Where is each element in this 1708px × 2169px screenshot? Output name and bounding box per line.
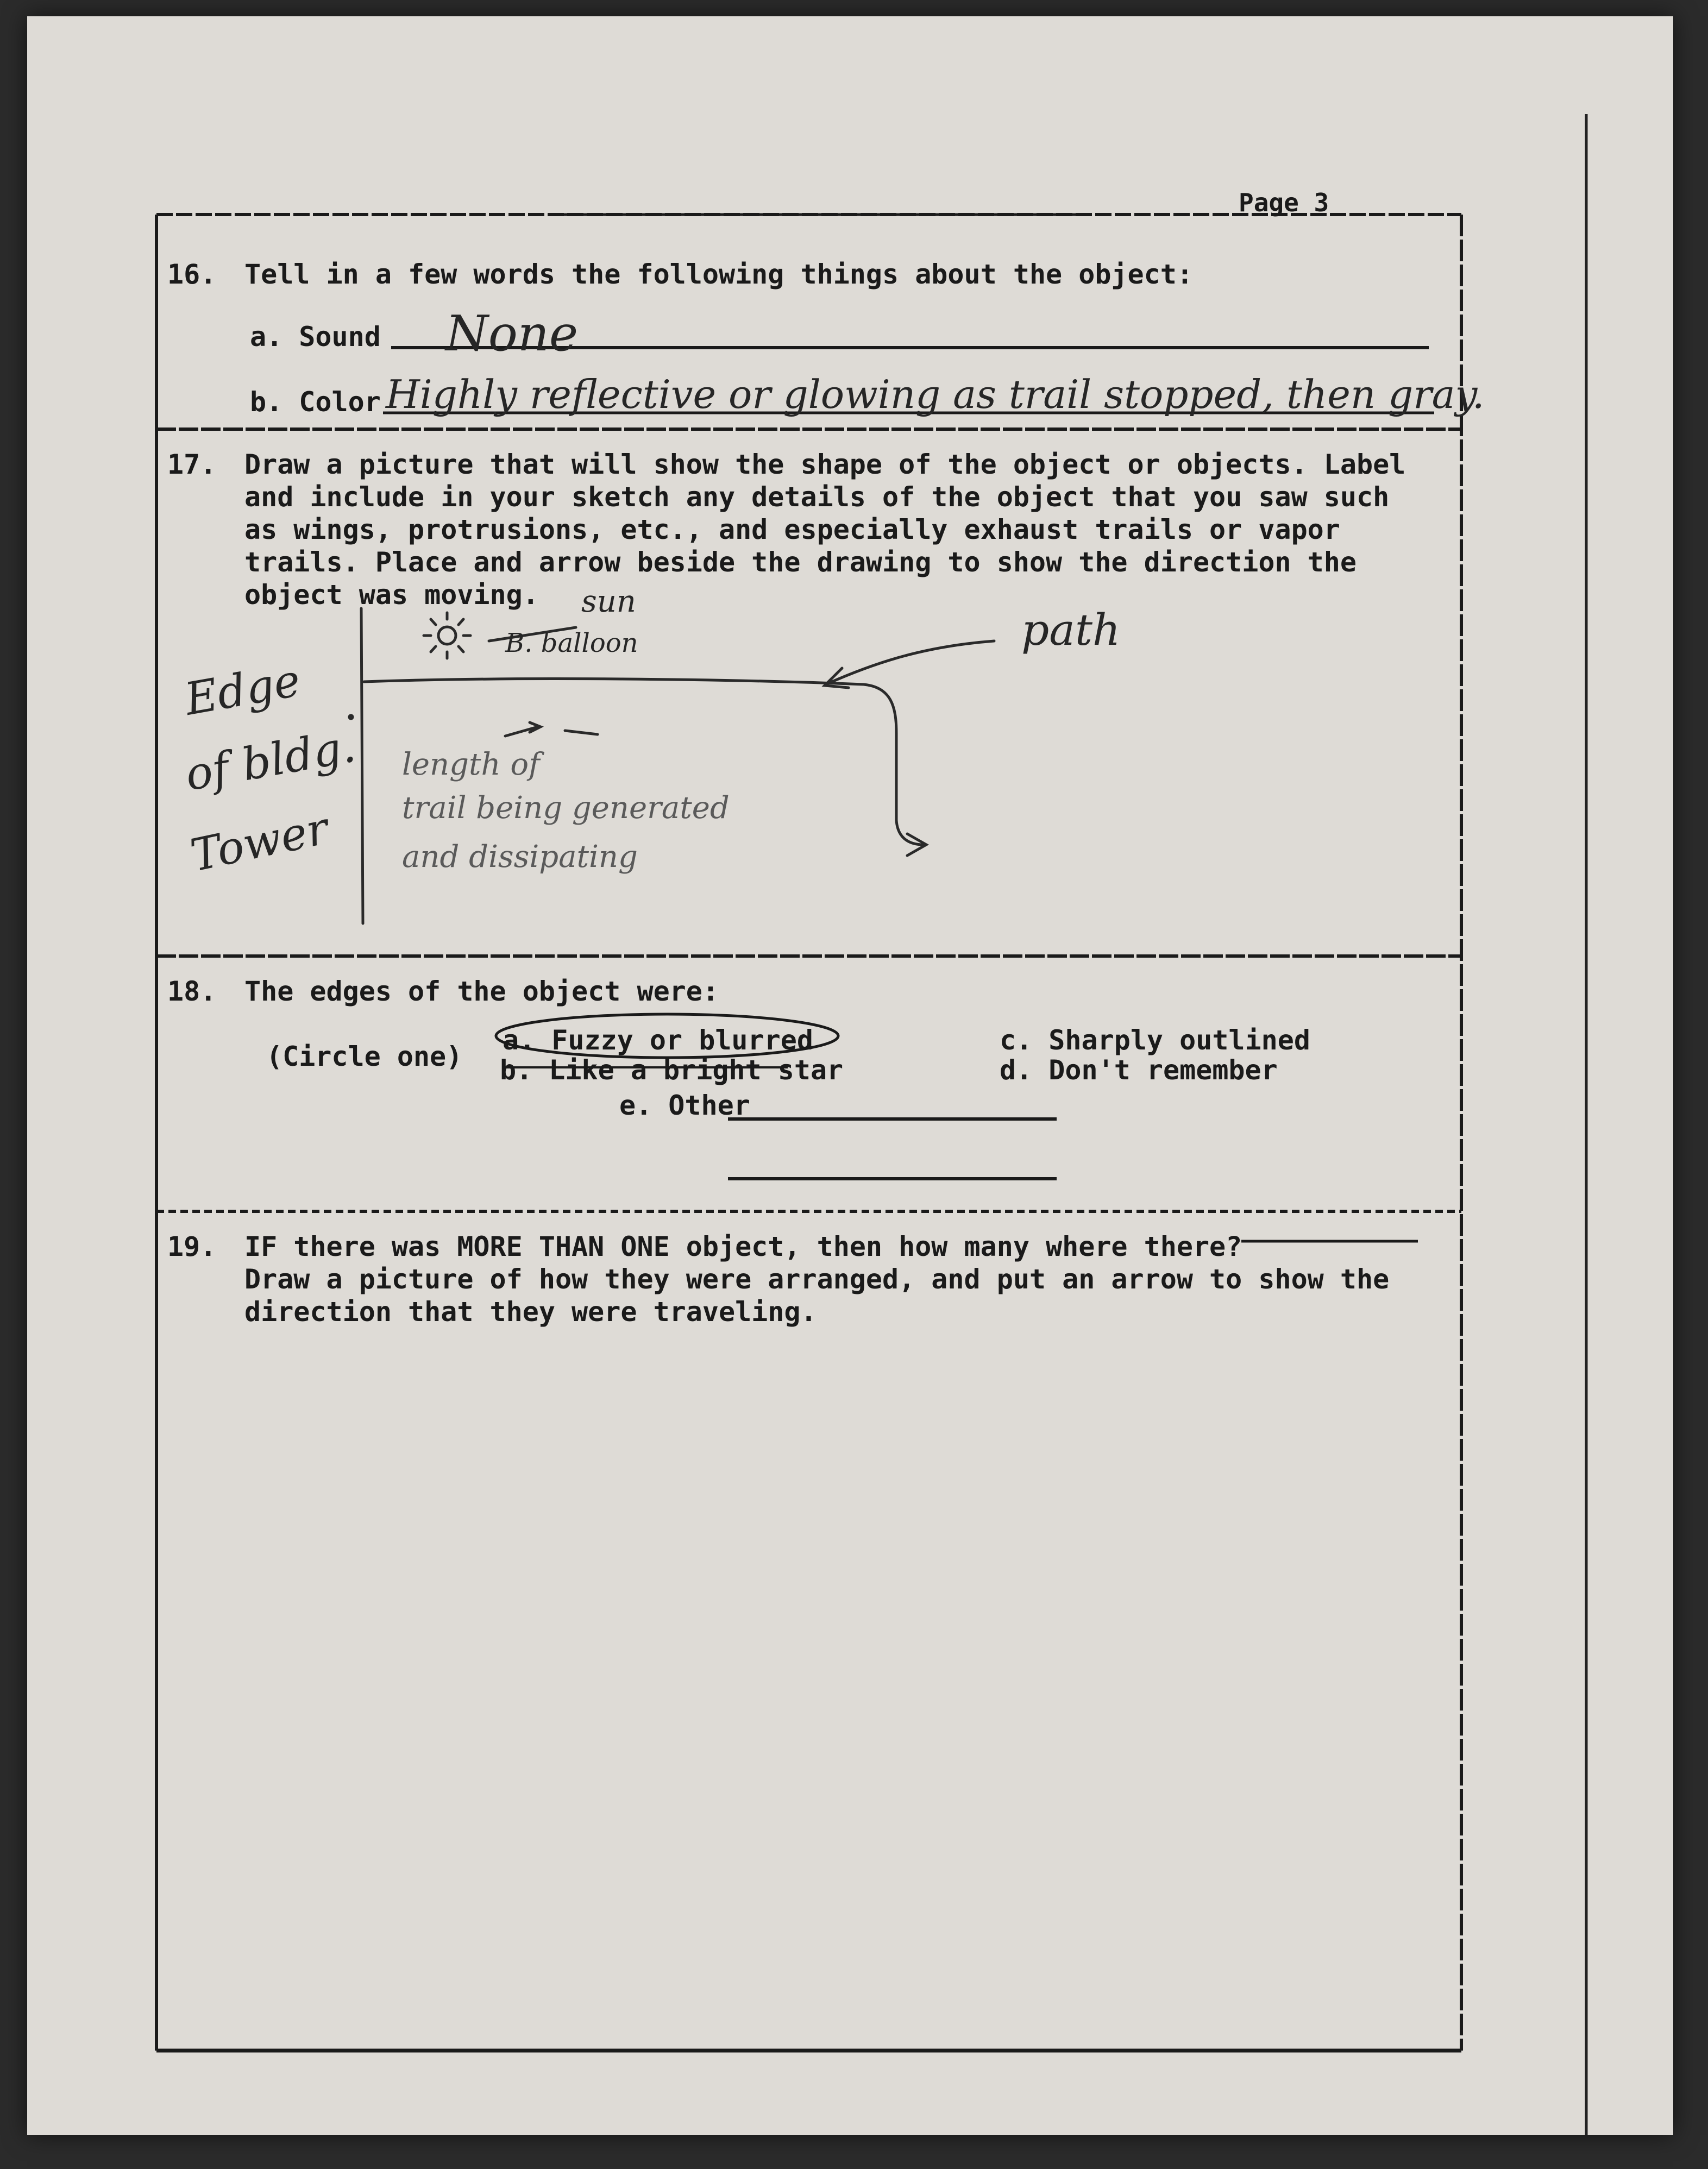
q17-number: 17. (167, 449, 217, 480)
q18-option-b[interactable]: b. Like a bright star (500, 1054, 844, 1086)
document-page (27, 16, 1673, 2135)
q17-prompt-line: and include in your sketch any details of the object that you saw such (244, 481, 1390, 513)
q18-option-a[interactable]: a. Fuzzy or blurred (503, 1024, 813, 1056)
sketch-label-trail: trail being generated (402, 790, 730, 826)
page-number: Page 3 (1239, 188, 1329, 217)
q16-color-label: b. Color (250, 386, 381, 418)
q17-prompt-line: trails. Place and arrow beside the drawing to show the direction the (244, 546, 1357, 578)
q18-prompt: The edges of the object were: (244, 976, 719, 1007)
sketch-label-trail: length of (402, 747, 540, 782)
q17-prompt-line: object was moving. (244, 579, 539, 611)
sketch-label-balloon: B. balloon (505, 628, 638, 658)
q18-option-d[interactable]: d. Don't remember (1000, 1054, 1278, 1086)
q18-number: 18. (167, 976, 217, 1007)
q19-prompt-line: IF there was MORE THAN ONE object, then how many where there? (244, 1231, 1242, 1262)
q16-sound-answer: None (445, 305, 579, 362)
q17-prompt-line: Draw a picture that will show the shape of the object or objects. Label (244, 449, 1406, 480)
q19-prompt-line: direction that they were traveling. (244, 1296, 817, 1328)
q16-number: 16. (167, 259, 217, 290)
sketch-label-edge: of bldg. (181, 720, 360, 801)
sketch-label-path: path (1021, 605, 1121, 655)
sketch-label-edge: Edge (181, 655, 304, 726)
q18-option-e[interactable]: e. Other (619, 1090, 750, 1121)
q18-circle-one: (Circle one) (266, 1041, 463, 1072)
sketch-label-edge: Tower (186, 802, 333, 882)
sketch-label-trail: and dissipating (402, 839, 638, 875)
q16-prompt: Tell in a few words the following things about the object: (244, 259, 1193, 290)
q16-sound-label: a. Sound (250, 321, 381, 353)
q19-prompt-line: Draw a picture of how they were arranged, and put an arrow to show the (244, 1263, 1390, 1295)
q17-prompt-line: as wings, protrusions, etc., and especially exhaust trails or vapor (244, 514, 1340, 545)
q18-option-c[interactable]: c. Sharply outlined (1000, 1024, 1310, 1056)
q19-number: 19. (167, 1231, 217, 1262)
q16-color-answer: Highly reflective or glowing as trail stopped, then gray. (386, 372, 1485, 417)
sketch-label-sun: sun (581, 584, 636, 619)
